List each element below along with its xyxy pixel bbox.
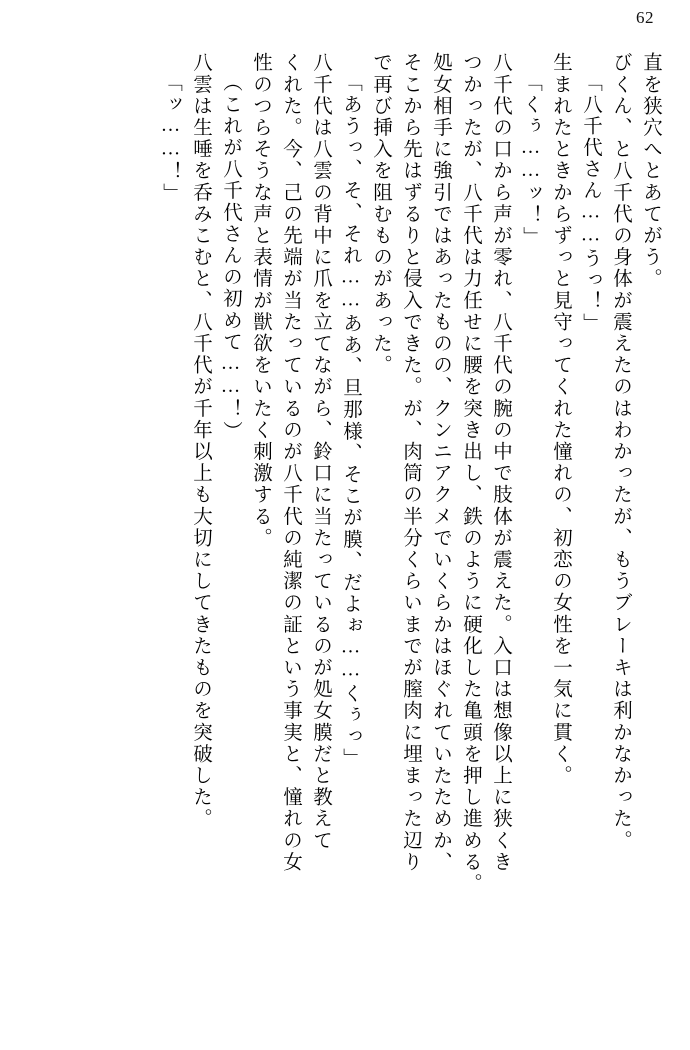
text-column: 八千代は八雲の背中に爪を立てながら、鈴口に当たっているのが処女膜だと教えて	[310, 52, 331, 852]
text-column: で再び挿入を阻むものがあった。	[370, 52, 391, 376]
text-column: 処女相手に強引ではあったものの、クンニアクメでいくらかはほぐれていたためか、	[430, 52, 451, 873]
text-column: 「くぅ……ッ！」	[520, 72, 541, 248]
text-column: 直を狭穴へとあてがう。	[640, 52, 661, 290]
text-column: 「あうっ、そ、それ……ああ、旦那様、そこが膜、だよぉ……くぅっ」	[340, 72, 361, 770]
text-column: 「八千代さん……うっ！」	[580, 72, 601, 335]
text-column: 「ッ……！」	[160, 72, 181, 205]
text-column: びくん、と八千代の身体が震えたのはわかったが、もうブレーキは利かなかった。	[610, 52, 631, 852]
text-column: 生まれたときからずっと見守ってくれた憧れの、初恋の女性を一気に貫く。	[550, 52, 571, 787]
vertical-text-body	[22, 52, 660, 1004]
text-column: くれた。今、己の先端が当たっているのが八千代の純潔の証という事実と、憧れの女	[280, 52, 301, 873]
text-column: 八雲は生唾を呑みこむと、八千代が千年以上も大切にしてきたものを突破した。	[190, 52, 211, 830]
text-column: 八千代の口から声が零れ、八千代の腕の中で肢体が震えた。入口は想像以上に狭くき	[490, 52, 511, 873]
text-column: （これが八千代さんの初めて……！）	[220, 72, 241, 443]
text-column: つかったが、八千代は力任せに腰を突き出し、鉄のように硬化した亀頭を押し進める。	[460, 52, 481, 895]
text-column: 性のつらそうな声と表情が獣欲をいたく刺激する。	[250, 52, 271, 549]
text-column: そこから先はずるりと侵入できた。が、肉筒の半分くらいまでが膣肉に埋まった辺り	[400, 52, 421, 873]
page-number: 62	[636, 8, 654, 27]
